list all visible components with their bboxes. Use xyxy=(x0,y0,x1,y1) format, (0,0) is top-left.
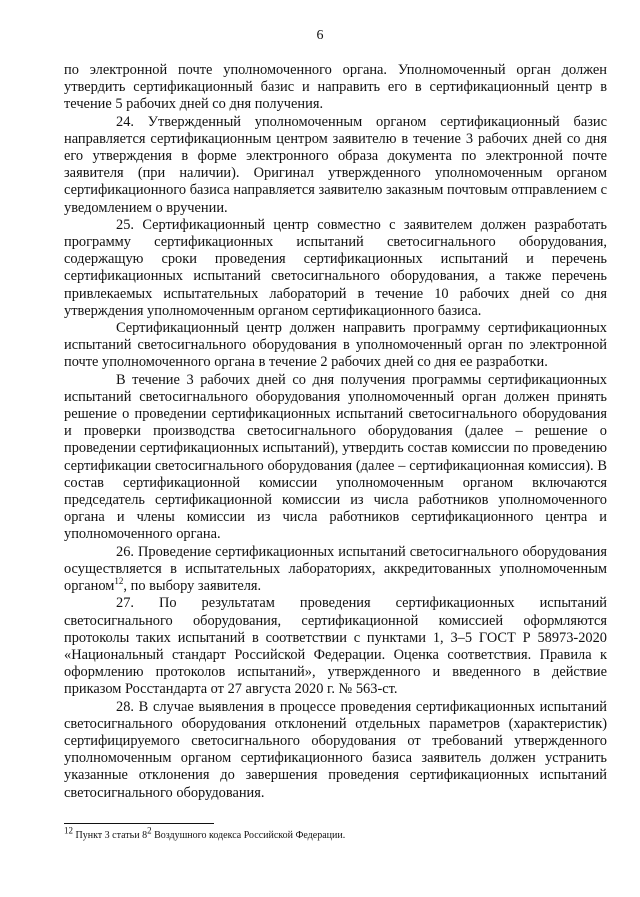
paragraph-continuation: по электронной почте уполномоченного органа. Уполномоченный орган должен утвердить сертификационный базис и направить его в сертификационный центр в течение 5 рабочих дней со дня получения. xyxy=(64,62,607,113)
footnote-text-sup: 2 xyxy=(147,825,152,836)
paragraph-26-tail: , по выбору заявителя. xyxy=(123,578,262,595)
footnote-divider xyxy=(64,823,214,824)
page-number: 6 xyxy=(316,28,324,43)
document-body xyxy=(64,62,607,802)
paragraph-24: 24. Утвержденный уполномоченным органом сертификационный базис направляется сертификационным центром заявителю в течение 3 рабочих дней со дня его утверждения в форме электронного образа документа по электронной почте заявителя (при наличии). Оригинал утвержденного уполномоченным органом сертификационного базиса направляется заявителю заказным почтовым отправлением с уведомлением о вручении. xyxy=(64,113,607,216)
paragraph-28: 28. В случае выявления в процессе проведения сертификационных испытаний светосигнального оборудования отклонений отдельных параметров (характеристик) сертифицируемого светосигнального оборудования от требований утвержденного уполномоченным органом сертификационного базиса заявитель должен устранить указанные отклонения до завершения проведения сертификационных испытаний светосигнального оборудования. xyxy=(64,698,607,801)
paragraph-25: 25. Сертификационный центр совместно с заявителем должен разработать программу сертификационных испытаний светосигнального оборудования, содержащую сроки проведения сертификационных испытаний и перечень сертификационных испытаний светосигнального оборудования, а также перечень привлекаемых испытательных лабораторий в течение 10 рабочих дней со дня утверждения уполномоченным органом сертификационного базиса. xyxy=(64,216,607,319)
footnote-reference: 12 xyxy=(114,576,124,587)
paragraph-27: 27. По результатам проведения сертификационных испытаний светосигнального оборудования, сертификационной комиссией оформляются протоколы таких испытаний в соответствии с пунктами 1, 3–5 ГОСТ Р 58973-2020 «Национальный стандарт Российской Федерации. Оценка соответствия. Правила к оформлению протоколов испытаний», утвержденного и введенного в действие приказом Росстандарта от 27 августа 2020 г. № 563-ст. xyxy=(64,595,607,698)
paragraph-25-decision: В течение 3 рабочих дней со дня получения программы сертификационных испытаний светосигнального оборудования уполномоченный орган должен принять решение о проведении сертификационных испытаний светосигнального оборудования и проверки производства светосигнального оборудования (далее – решение о проведении сертификационных испытаний), утвердить состав комиссии по проведению сертификации светосигнального оборудования (далее – сертификационная комиссия). В состав сертификационной комиссии уполномоченным органом включаются председатель сертификационной комиссии из числа работников уполномоченного органа и члены комиссии из числа работников сертификационного центра и уполномоченного органа. xyxy=(64,371,607,543)
paragraph-26 xyxy=(64,544,607,596)
footnote-text-tail: Воздушного кодекса Российской Федерации. xyxy=(151,830,346,841)
paragraph-25-program: Сертификационный центр должен направить программу сертификационных испытаний светосигнального оборудования в уполномоченный орган по электронной почте уполномоченного органа в течение 2 рабочих дней со дня ее разработки. xyxy=(64,320,607,371)
footnote xyxy=(64,825,607,842)
paragraph-26-text: 26. Проведение сертификационных испытаний светосигнального оборудования осуществляется в испытательных лабораториях, аккредитованных уполномоченным органом xyxy=(64,543,607,595)
footnote-mark: 12 xyxy=(64,825,73,836)
footnote-text: Пункт 3 статьи 8 xyxy=(73,830,148,841)
